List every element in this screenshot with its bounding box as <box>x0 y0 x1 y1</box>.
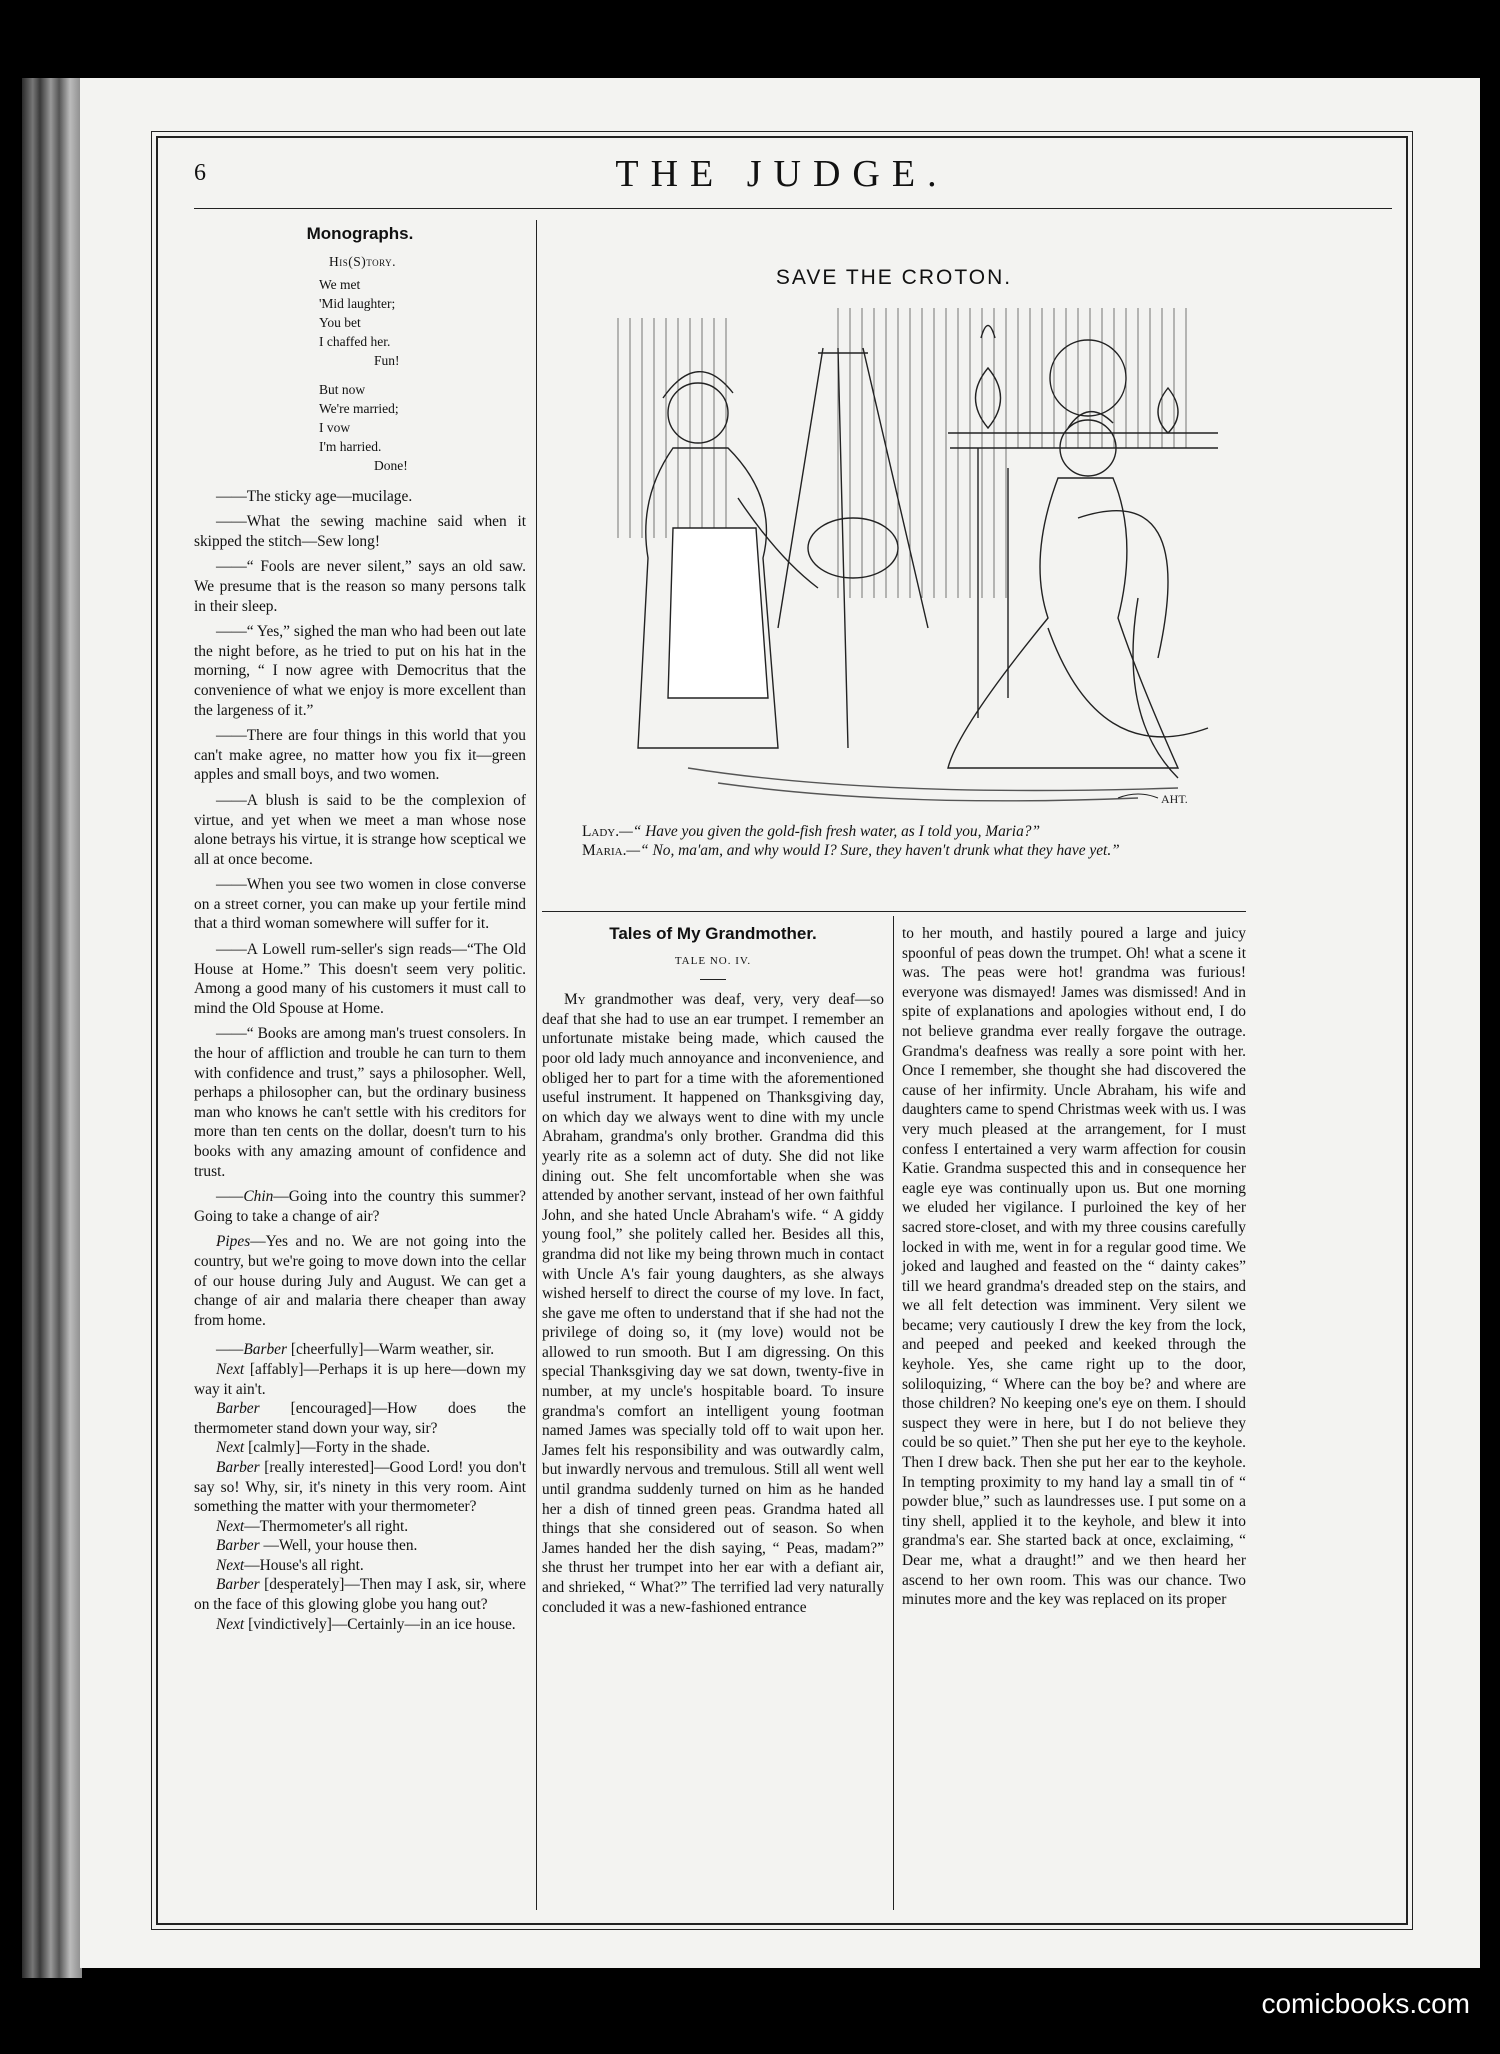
vase-right <box>1158 388 1178 433</box>
column-rule-tales <box>893 916 894 1910</box>
tales-column-2 <box>902 924 1246 1616</box>
poem-line: I'm harried. <box>319 438 382 454</box>
tale-number: TALE NO. IV. <box>674 954 752 967</box>
page <box>80 78 1480 1968</box>
dialogue-line: Next—Thermometer's all right. <box>216 1517 409 1535</box>
paragraph: ——“ Fools are never silent,” says an old saw. We presume that is the reason so many persons talk in their sleep. <box>194 558 526 615</box>
dialogue-line: Next [affably]—Perhaps it is up here—down my way it ain't. <box>194 1360 526 1398</box>
maid-apron <box>668 528 768 698</box>
paragraph: ——A blush is said to be the complexion of virtue, and yet when we meet a man whose nose alone betrays his virtue, it is strange how sceptical we all at once become. <box>194 791 526 868</box>
page-frame <box>156 136 1408 1925</box>
poem-line: 'Mid laughter; <box>319 295 396 311</box>
poem-line: I vow <box>319 419 351 435</box>
poem-line: I chaffed her. <box>319 333 391 349</box>
monographs-column <box>194 224 526 1634</box>
poem-line: Done! <box>374 457 408 473</box>
watermark: comicbooks.com <box>1261 1988 1470 2019</box>
cartoon-title: SAVE THE CROTON. <box>775 266 1013 289</box>
poem-line: We met <box>319 276 361 292</box>
dialogue-line: ——Chin—Going into the country this summer? Going to take a change of air? <box>194 1188 526 1225</box>
poem-line: But now <box>319 381 366 397</box>
tales-column-1 <box>542 924 884 1623</box>
paragraph: ——A Lowell rum-seller's sign reads—“The Old House at Home.” This doesn't seem very politic. Among a good many of his customers it must call to mind the Old Spouse at Home. <box>194 941 526 1017</box>
poem-line: We're married; <box>319 400 399 416</box>
dialogue-line: Next—House's all right. <box>216 1556 364 1574</box>
dialogue-line: Barber [really interested]—Good Lord! you don't say so! Why, sir, it's ninety in this very room. Aint something the matter with your thermometer? <box>194 1458 526 1516</box>
tale-text-2: to her mouth, and hastily poured a large and juicy spoonful of peas down the trumpet. Oh! what a scene it was. The peas were hot! grandma was furious! everyone was dismayed! James was dismissed! And in spite of explanations and apologies without end, I do not believe grandma ever really forgave the outrage. Grandma's deafness was really a sore point with her. Once I remember, she thought she had discovered the cause of her infirmity. Uncle Abraham, his wife and daughters came to spend Christmas week with us. I was very much pleased at the arrangement, for I must confess I entertained a very warm affection for cousin Katie. Grandma suspected this and in consequence her eagle eye was continually upon us. But one morning we eluded her vigilance. I purloined the key of her sacred store-closet, and with my three cousins carefully locked in with me, went in for a regular good time. We joked and laughed and feasted on the “ dainty cakes” till we heard grandma's dreaded step on the stairs, and we all felt detection was imminent. Very silent we became; very cautiously I drew the key from the lock, and peeped and peeked and keeked through the keyhole. Yes, she came right up to the door, soliloquizing, “ Where can the boy be? and where are those children? No keeping one's eye on them. I should suspect they were in here, but I do not believe they could be so quiet.” Then she put her eye to the keyhole. Then I drew back. Then she put her ear to the keyhole. In tempting proximity to my hand lay a small tin of “ powder blue,” such as laundresses use. I put some on a tiny shell, applied it to the keyhole, and blew it into grandma's ear. She started back at once, exclaiming, “ Dear me, what a draught!” and we then heard her ascend to her own room. This was our chance. Two minutes more and the key was replaced on its proper <box>902 925 1246 1609</box>
book-binding <box>22 78 82 1978</box>
caption-line-maria: Maria.—“ No, ma'am, and why would I? Sure, they haven't drunk what they have yet.” <box>582 842 1120 859</box>
rocking-chair <box>1048 511 1208 778</box>
paragraph: ——The sticky age—mucilage. <box>216 487 413 505</box>
header-rule <box>194 208 1392 209</box>
vase-left <box>976 326 1001 429</box>
poem-line: You bet <box>319 314 361 330</box>
rug <box>688 768 1178 801</box>
drop-cap: My <box>564 991 586 1009</box>
dialogue-line: Barber —Well, your house then. <box>216 1537 418 1555</box>
dialogue-line: Barber [encouraged]—How does the thermometer stand down your way, sir? <box>194 1400 526 1437</box>
monographs-heading: Monographs. <box>306 224 414 243</box>
tale-text-1: My grandmother was deaf, very, very deaf—so deaf that she had to use an ear trumpet. I remember an unfortunate mistake being made, which caused the poor old lady much annoyance and inconvenience, and obliged her to part for a time with the aforementioned useful instrument. It happened on Thanksgiving day, on which day we always went to dine with my uncle Abraham, grandma's only brother. Grandma did this yearly rite as a solemn act of duty. She did not like dining out. She felt uncomfortable when she was attended by another servant, instead of her own faithful John, and she hated Uncle Abraham's wife. “ A giddy young fool,” she politely called her. Besides all this, grandma did not like my being thrown much in contact with Uncle A's fair young daughters, as she always wished herself to direct the course of my love. In fact, she gave me often to understand that if she had not the privilege of doing so, it (my love) would not be allowed to run smooth. But I am digressing. On this special Thanksgiving day we sat down, twenty-five in number, at my uncle's hospitable board. To insure grandma's comfort an intelligent young footman named James was specially told off to wait upon her. James felt his responsibility and was outwardly calm, but inwardly nervous and tremulous. Still all went well until grandma suddenly turned on him as he handed her a dish of tinned green peas. Grandma hated all things that she considered out of season. So when James handed her the dish saying, “ Peas, madam?” she thrust her trumpet into her ear with a defiant air, and shrieked, “ What?” The terrified lad very naturally concluded it was a new-fashioned entrance <box>542 991 884 1616</box>
page-number: 6 <box>194 160 206 186</box>
dialogue-line: ——Barber [cheerfully]—Warm weather, sir. <box>216 1341 495 1359</box>
cartoon-bottom-rule <box>542 911 1246 912</box>
history-poem <box>319 252 526 475</box>
dialogue-line: Next [vindictively]—Certainly—in an ice house. <box>216 1615 516 1633</box>
dialogue-line: Next [calmly]—Forty in the shade. <box>216 1439 431 1457</box>
dialogue-line: Barber [desperately]—Then may I ask, sir, where on the face of this glowing globe you hang out? <box>194 1576 526 1614</box>
poem-line: Fun! <box>374 352 400 368</box>
cartoon-signature: AHT. <box>1161 792 1188 806</box>
masthead-title: THE JUDGE. <box>615 153 949 195</box>
tripod-stand <box>778 348 928 748</box>
dialogue-line: Pipes—Yes and no. We are not going into the country, but we're going to move down into the cellar of our house during July and August. We can get a change of air and malaria there cheaper than away from home. <box>194 1233 526 1329</box>
tale-rule <box>700 979 726 980</box>
maid-cap <box>663 372 733 398</box>
wall-plate <box>1050 340 1126 416</box>
tales-heading: Tales of My Grandmother. <box>609 924 817 943</box>
cartoon-illustration <box>578 298 1218 818</box>
paragraph: ——What the sewing machine said when it skipped the stitch—Sew long! <box>194 513 526 550</box>
poem-title: His(S)tory. <box>329 253 396 269</box>
paragraph: ——“ Books are among man's truest consolers. In the hour of affliction and trouble he can turn to them with confidence and trust,” says a philosopher. Well, perhaps a philosopher can, but the ordinary business man who knows he can't settle with his creditors for more than ten cents on the dollar, doesn't turn to his books with any amazing amount of confidence and trust. <box>194 1025 526 1180</box>
signature-flourish <box>1118 794 1158 798</box>
column-rule-left <box>536 220 537 1910</box>
paragraph: ——“ Yes,” sighed the man who had been out late the night before, as he tried to put on his hat in the morning, “ I now agree with Democritus that the convenience of what we enjoy is more excellent than the largeness of it.” <box>194 623 526 719</box>
cartoon-caption <box>542 822 1246 860</box>
goldfish-bowl <box>808 518 898 578</box>
caption-line-lady: Lady.—“ Have you given the gold-fish fresh water, as I told you, Maria?” <box>582 823 1041 840</box>
maid-head <box>668 383 728 443</box>
paragraph: ——When you see two women in close converse on a street corner, you can make up your fertile mind that a third woman somewhere will suffer for it. <box>194 876 526 933</box>
paragraph: ——There are four things in this world that you can't make agree, no matter how you fix it—green apples and small boys, and two women. <box>194 727 526 784</box>
